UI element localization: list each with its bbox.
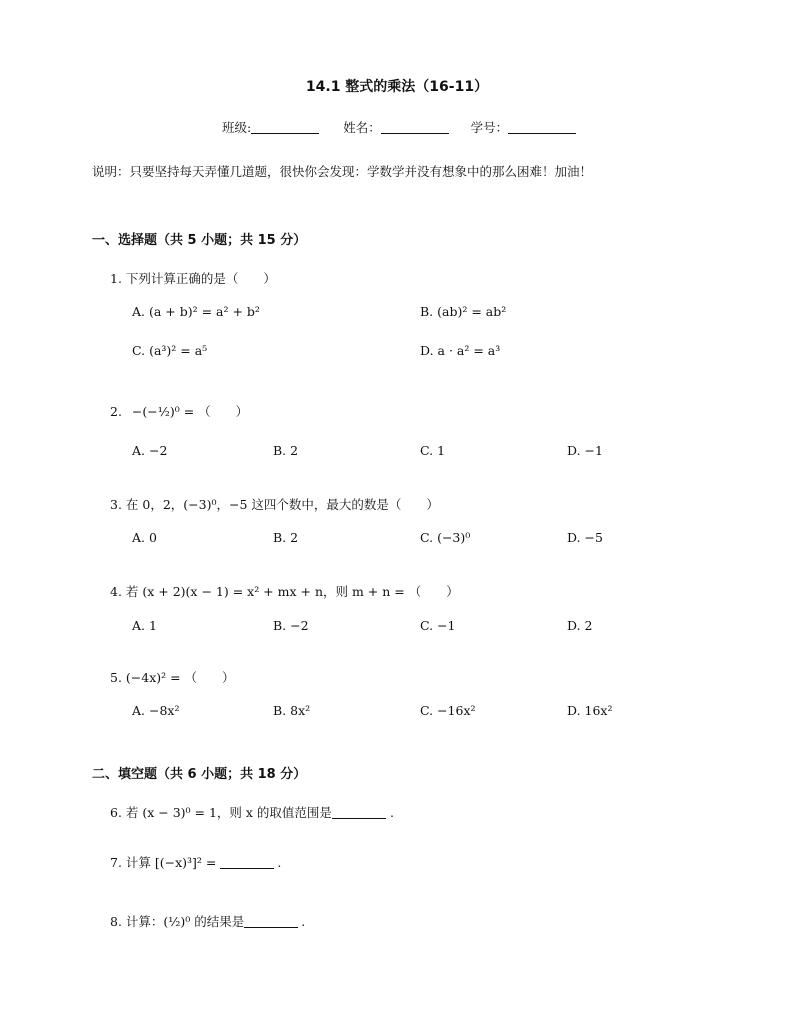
name-blank[interactable] xyxy=(381,121,449,134)
question-1-stem: 1. 下列计算正确的是（ ） xyxy=(110,271,276,286)
question-5-option-a[interactable]: A. −8x² xyxy=(132,703,180,718)
question-4-option-d[interactable]: D. 2 xyxy=(567,618,593,633)
question-5-stem: 5. (−4x)² = （ ） xyxy=(110,670,235,685)
question-2-stem xyxy=(110,402,248,420)
question-2-option-d[interactable]: D. −1 xyxy=(567,443,603,458)
question-6-text: 6. 若 (x − 3)⁰ = 1，则 x 的取值范围是 xyxy=(110,805,332,820)
question-7-text: 7. 计算 [(−x)³]² = xyxy=(110,855,221,870)
question-3-option-c[interactable]: C. (−3)⁰ xyxy=(420,530,471,545)
question-1-option-d[interactable]: D. a · a² = a³ xyxy=(420,343,501,358)
question-2-number: 2. xyxy=(110,404,122,419)
question-3-stem: 3. 在 0，2，(−3)⁰，−5 这四个数中，最大的数是（ ） xyxy=(110,497,439,512)
question-2-option-a[interactable]: A. −2 xyxy=(132,443,168,458)
section-heading-fill: 二、填空题（共 6 小题；共 18 分） xyxy=(92,767,307,782)
id-blank[interactable] xyxy=(508,121,576,134)
section-heading-choice: 一、选择题（共 5 小题；共 15 分） xyxy=(92,233,307,248)
question-6-period: . xyxy=(389,805,394,820)
question-4-option-b[interactable]: B. −2 xyxy=(273,618,309,633)
question-4-stem: 4. 若 (x + 2)(x − 1) = x² + mx + n，则 m + n = （ ） xyxy=(110,584,459,599)
question-8-period: . xyxy=(301,914,306,929)
question-7-period: . xyxy=(277,855,282,870)
question-4-option-c[interactable]: C. −1 xyxy=(420,618,456,633)
question-3-option-a[interactable]: A. 0 xyxy=(132,530,157,545)
question-2-option-b[interactable]: B. 2 xyxy=(273,443,299,458)
page-title: 14.1 整式的乘法（16-11） xyxy=(305,79,489,95)
class-label: 班级: xyxy=(222,120,252,135)
question-7-answer-blank[interactable] xyxy=(220,856,274,869)
question-3-option-b[interactable]: B. 2 xyxy=(273,530,299,545)
question-6-answer-blank[interactable] xyxy=(332,806,386,819)
question-4-option-a[interactable]: A. 1 xyxy=(132,618,157,633)
question-6-stem xyxy=(110,803,394,821)
instruction-note: 说明：只要坚持每天弄懂几道题，很快你会发现：学数学并没有想象中的那么困难！加油！ xyxy=(92,164,593,179)
question-5-option-c[interactable]: C. −16x² xyxy=(420,703,476,718)
question-2-option-c[interactable]: C. 1 xyxy=(420,443,446,458)
question-5-option-b[interactable]: B. 8x² xyxy=(273,703,311,718)
question-8-stem xyxy=(110,912,305,930)
question-1-option-c[interactable]: C. (a³)² = a⁵ xyxy=(132,343,208,358)
question-2-expression: −(−½)⁰ = （ ） xyxy=(131,404,249,419)
id-label: 学号： xyxy=(470,120,509,135)
question-8-text: 8. 计算：(½)⁰ 的结果是 xyxy=(110,914,245,929)
question-5-option-d[interactable]: D. 16x² xyxy=(567,703,613,718)
question-3-option-d[interactable]: D. −5 xyxy=(567,530,603,545)
question-1-option-a[interactable]: A. (a + b)² = a² + b² xyxy=(132,304,260,319)
student-info-row xyxy=(222,118,576,136)
question-1-option-b[interactable]: B. (ab)² = ab² xyxy=(420,304,507,319)
name-label: 姓名： xyxy=(343,120,381,135)
class-blank[interactable] xyxy=(251,121,319,134)
question-8-answer-blank[interactable] xyxy=(244,915,298,928)
question-7-stem xyxy=(110,853,281,871)
